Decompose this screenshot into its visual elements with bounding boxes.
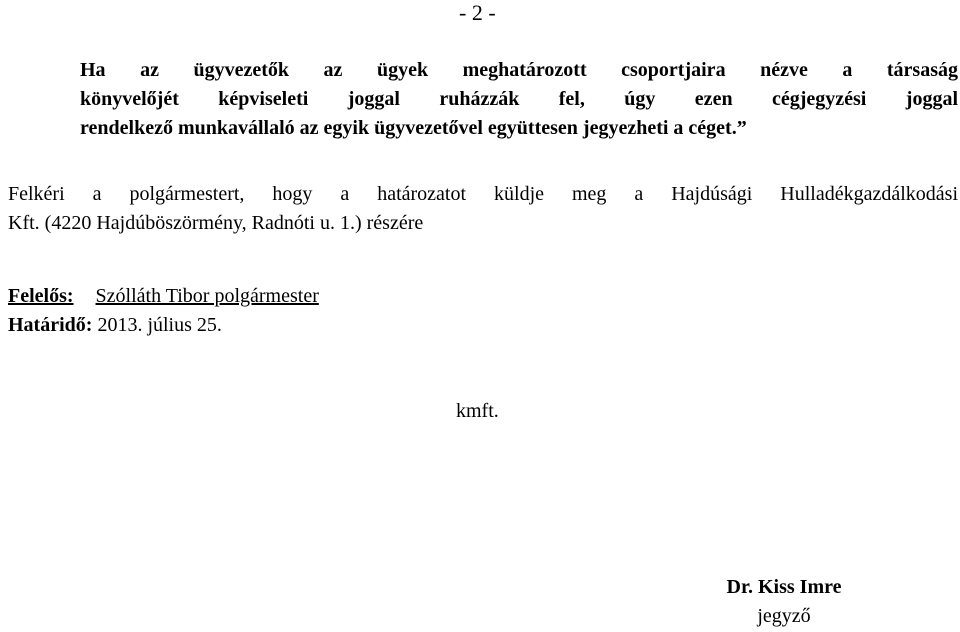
request-paragraph-line: Felkéri a polgármestert, hogy a határozatot küldje meg a Hajdúsági Hulladékgazdálkodási (8, 183, 958, 205)
bold-paragraph-line: könyvelőjét képviseleti joggal ruházzák fel, úgy ezen cégjegyzési joggal (80, 88, 958, 110)
bold-paragraph-line: Ha az ügyvezetők az ügyek meghatározott csoportjaira nézve a társaság (80, 59, 958, 81)
deadline-value: 2013. július 25. (97, 314, 222, 336)
responsibility-block (8, 282, 319, 340)
signer-name: Dr. Kiss Imre (726, 576, 842, 598)
responsible-value: Szólláth Tibor polgármester (95, 285, 319, 307)
deadline-row (8, 311, 319, 340)
request-paragraph-line: Kft. (4220 Hajdúböszörmény, Radnóti u. 1.) részére (8, 212, 424, 234)
resolution-bold-paragraph (80, 56, 958, 143)
responsible-row (8, 282, 319, 311)
bold-paragraph-line: rendelkező munkavállaló az egyik ügyvezetővel együttesen jegyezheti a céget.” (80, 117, 747, 139)
page-number: - 2 - (459, 0, 496, 25)
signer-title: jegyző (757, 605, 811, 627)
responsible-label: Felelős: (8, 285, 74, 307)
resolution-request-paragraph (8, 180, 958, 238)
deadline-label: Határidő: (8, 314, 93, 336)
kmft-text: kmft. (456, 400, 499, 422)
signature-block (709, 573, 859, 631)
